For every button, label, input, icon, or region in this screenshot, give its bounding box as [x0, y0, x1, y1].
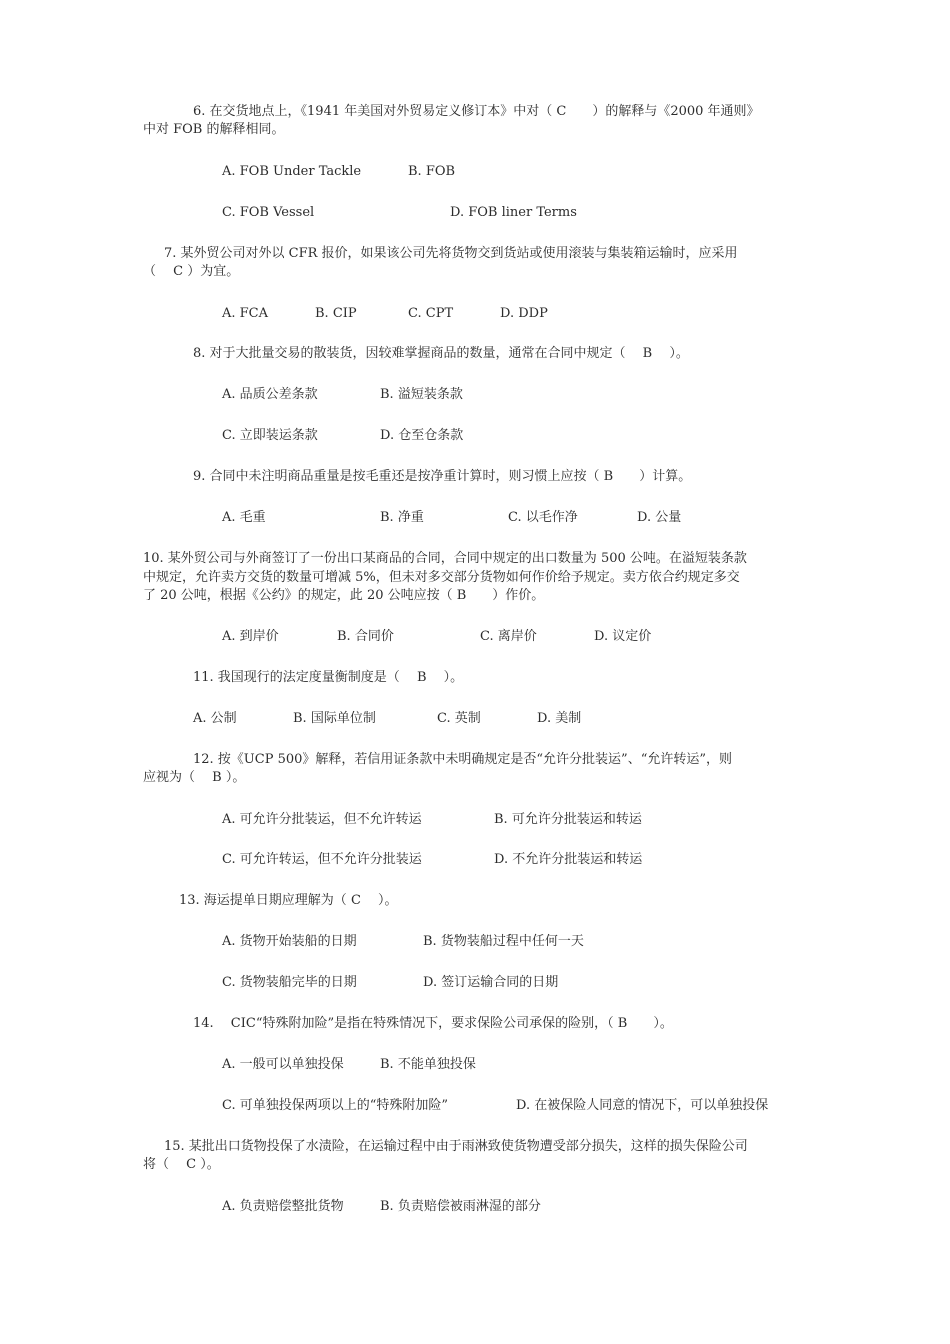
question-14-option-b: B. 不能单独投保 [380, 1057, 476, 1072]
question-7-option-d: D. DDP [500, 306, 548, 321]
question-6-line-2: 中对 FOB 的解释相同。 [143, 122, 285, 137]
question-14-option-c: C. 可单独投保两项以上的“特殊附加险” [222, 1098, 449, 1113]
question-8-option-a: A. 品质公差条款 [222, 387, 318, 402]
question-7-line-1: 7. 某外贸公司对外以 CFR 报价，如果该公司先将货物交到货站或使用滚装与集装箱运输时，应采用 [164, 246, 738, 261]
question-9-option-b: B. 净重 [380, 510, 424, 525]
question-12-option-b: B. 可允许分批装运和转运 [494, 812, 642, 827]
question-11-option-b: B. 国际单位制 [293, 711, 376, 726]
question-10-option-d: D. 议定价 [594, 629, 652, 644]
question-9-option-a: A. 毛重 [222, 510, 266, 525]
question-13-option-b: B. 货物装船过程中任何一天 [423, 934, 584, 949]
question-6-option-a: A. FOB Under Tackle [222, 164, 362, 179]
question-7-option-a: A. FCA [222, 306, 269, 321]
question-8-option-b: B. 溢短装条款 [380, 387, 463, 402]
question-15-option-b: B. 负责赔偿被雨淋湿的部分 [380, 1199, 541, 1214]
question-8-option-d: D. 仓至仓条款 [380, 428, 464, 443]
question-14-option-a: A. 一般可以单独投保 [222, 1057, 344, 1072]
question-10-line-3: 了 20 公吨，根据《公约》的规定，此 20 公吨应按（ B ）作价。 [143, 588, 545, 603]
question-11-option-a: A. 公制 [193, 711, 237, 726]
question-7-option-b: B. CIP [315, 306, 357, 321]
question-7-line-2: （ C ）为宜。 [143, 264, 240, 279]
question-11-option-c: C. 英制 [437, 711, 481, 726]
question-12-line-2: 应视为（ B ）。 [143, 770, 246, 785]
question-8-line-1: 8. 对于大批量交易的散装货，因较难掌握商品的数量，通常在合同中规定（ B ）。 [193, 346, 689, 361]
question-9-option-c: C. 以毛作净 [508, 510, 578, 525]
question-11-line-1: 11. 我国现行的法定度量衡制度是（ B ）。 [193, 670, 464, 685]
question-10-option-a: A. 到岸价 [222, 629, 279, 644]
question-13-line-1: 13. 海运提单日期应理解为（ C ）。 [179, 893, 398, 908]
question-10-line-2: 中规定，允许卖方交货的数量可增减 5%，但未对多交部分货物如何作价给予规定。卖方依合约规定多交 [143, 570, 740, 585]
question-6-option-d: D. FOB liner Terms [450, 205, 577, 220]
question-6-line-1: 6. 在交货地点上，《1941 年美国对外贸易定义修订本》中对（ C ）的解释与《2000 年通则》 [193, 104, 760, 119]
question-10-line-1: 10. 某外贸公司与外商签订了一份出口某商品的合同，合同中规定的出口数量为 500 公吨。在溢短装条款 [143, 551, 747, 566]
question-14-line-1: 14. CIC“特殊附加险”是指在特殊情况下，要求保险公司承保的险别，（ B ）。 [193, 1016, 673, 1031]
question-14-option-d: D. 在被保险人同意的情况下，可以单独投保 [516, 1098, 769, 1113]
question-13-option-c: C. 货物装船完毕的日期 [222, 975, 357, 990]
question-6-option-c: C. FOB Vessel [222, 205, 315, 220]
question-15-line-2: 将（ C ）。 [143, 1157, 220, 1172]
question-13-option-a: A. 货物开始装船的日期 [222, 934, 357, 949]
question-9-option-d: D. 公量 [637, 510, 682, 525]
question-9-line-1: 9. 合同中未注明商品重量是按毛重还是按净重计算时，则习惯上应按（ B ）计算。 [193, 469, 692, 484]
question-7-option-c: C. CPT [408, 306, 454, 321]
question-13-option-d: D. 签订运输合同的日期 [423, 975, 559, 990]
question-15-line-1: 15. 某批出口货物投保了水渍险，在运输过程中由于雨淋致使货物遭受部分损失，这样的损失保险公司 [164, 1139, 748, 1154]
question-11-option-d: D. 美制 [537, 711, 582, 726]
question-12-option-c: C. 可允许转运，但不允许分批装运 [222, 852, 422, 867]
question-10-option-b: B. 合同价 [337, 629, 394, 644]
question-15-option-a: A. 负责赔偿整批货物 [222, 1199, 344, 1214]
question-8-option-c: C. 立即装运条款 [222, 428, 318, 443]
question-12-line-1: 12. 按《UCP 500》解释，若信用证条款中未明确规定是否“允许分批装运”、“允许转运”，则 [193, 752, 732, 767]
question-12-option-d: D. 不允许分批装运和转运 [494, 852, 643, 867]
question-6-option-b: B. FOB [408, 164, 456, 179]
question-12-option-a: A. 可允许分批装运，但不允许转运 [222, 812, 422, 827]
question-10-option-c: C. 离岸价 [480, 629, 537, 644]
